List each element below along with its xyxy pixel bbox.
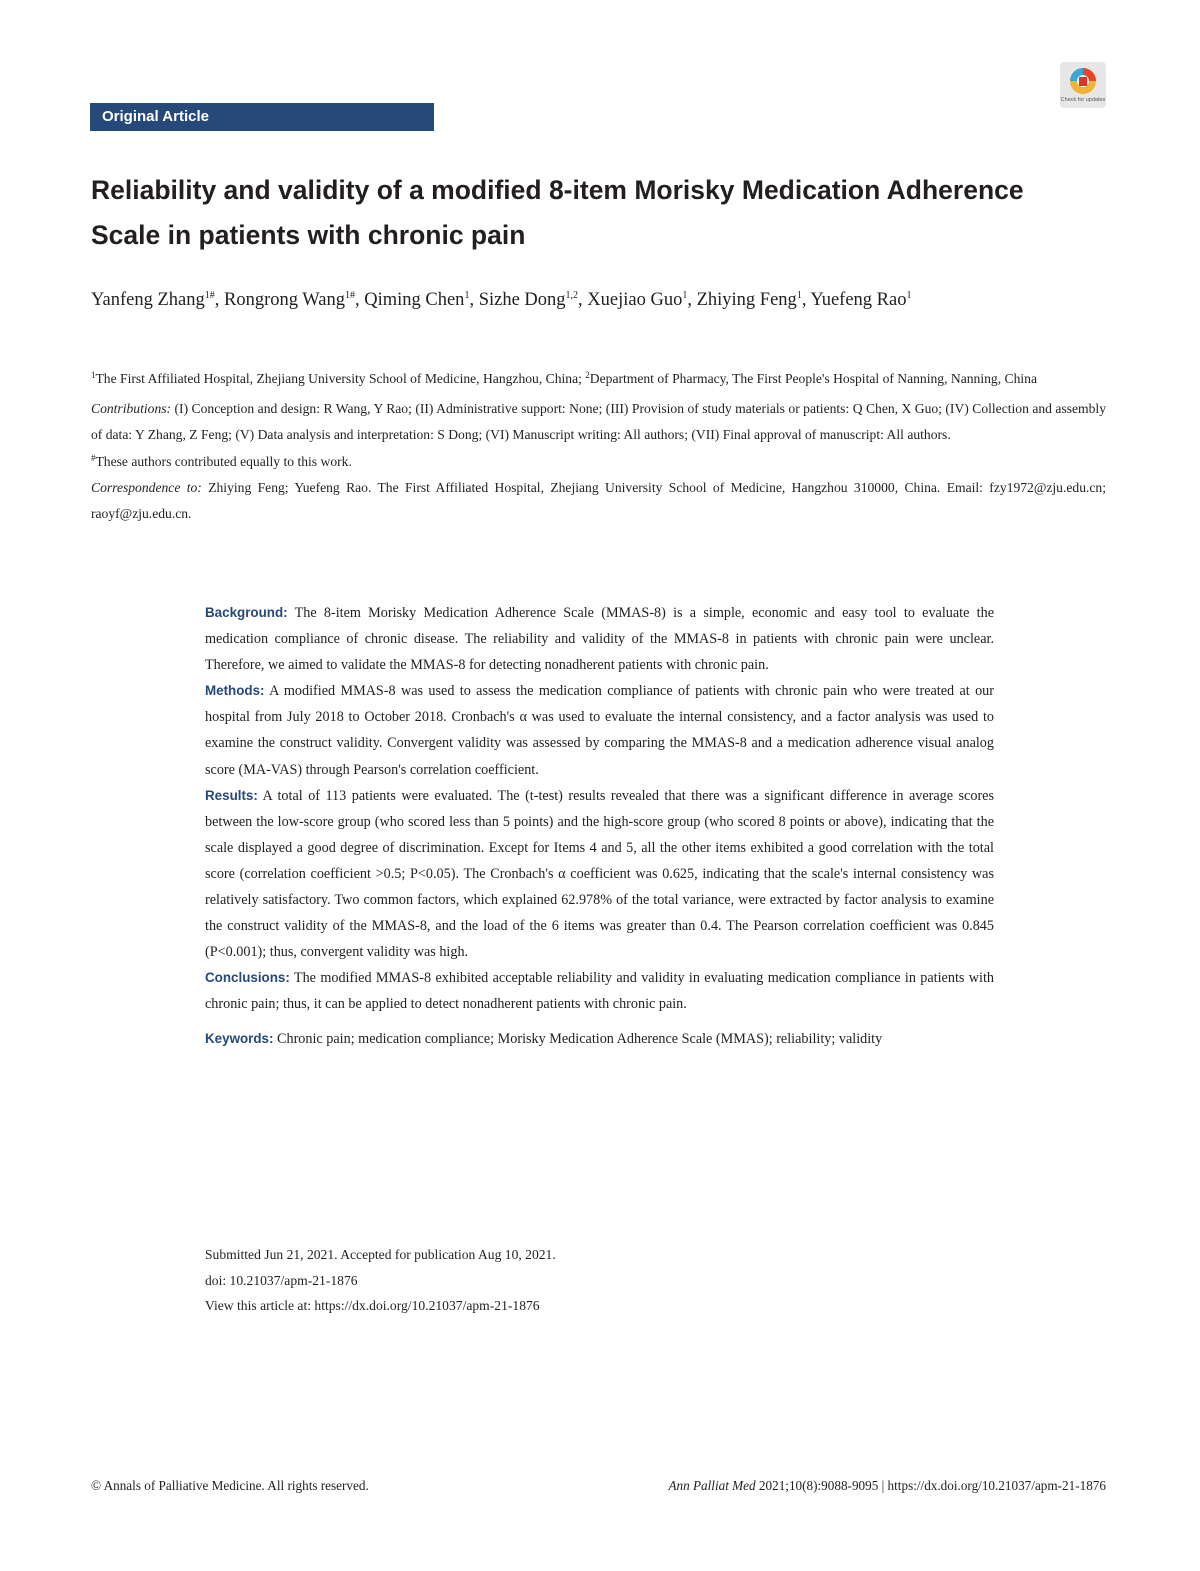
correspondence bbox=[91, 475, 1106, 527]
correspondence-label: Correspondence to: bbox=[91, 479, 202, 495]
front-matter bbox=[91, 366, 1106, 527]
publication-info bbox=[205, 1242, 905, 1319]
results-label: Results: bbox=[205, 787, 258, 803]
author-name: Qiming Chen bbox=[364, 290, 465, 310]
author-name: Yuefeng Rao bbox=[810, 290, 907, 310]
affiliations bbox=[91, 366, 1106, 392]
affiliation-1: The First Affiliated Hospital, Zhejiang University School of Medicine, Hangzhou, China; bbox=[95, 371, 586, 386]
author-affiliation: 1 bbox=[906, 290, 912, 301]
author-list: Yanfeng Zhang$^{1\#}$, Rongrong Wang$^{1\#}$, Qiming Chen$^1$, Sizhe Dong$^{1,2}$, Xuejiao Guo$^1$, Zhiying Feng$^1$, Yuefeng Rao$^1$ bbox=[91, 290, 912, 310]
abstract-conclusions bbox=[205, 965, 994, 1017]
article-type-badge bbox=[90, 103, 434, 131]
affiliation-marker: 1 bbox=[91, 370, 96, 380]
article-title: Reliability and validity of a modified 8-item Morisky Medication Adherence Scale in patients with chronic pain bbox=[91, 175, 1024, 250]
journal-abbrev: Ann Palliat Med bbox=[668, 1478, 756, 1493]
footer-citation bbox=[668, 1478, 1106, 1494]
affiliation-marker: 2 bbox=[585, 370, 590, 380]
crossmark-text: Check for updates bbox=[1060, 97, 1106, 103]
author-affiliation: 1# bbox=[344, 290, 355, 301]
abstract-results bbox=[205, 783, 994, 966]
equal-text: These authors contributed equally to this work. bbox=[95, 453, 352, 469]
author-name: Zhiying Feng bbox=[696, 290, 797, 310]
methods-label: Methods: bbox=[205, 683, 265, 699]
equal-marker: # bbox=[91, 452, 96, 463]
check-for-updates-icon[interactable] bbox=[1060, 62, 1106, 108]
methods-text: A modified MMAS-8 was used to assess the medication compliance of patients with chronic pain who were treated at our hospital from July 2018 to October 2018. Cronbach's α was used to evaluate the internal consistency, and a factor analysis was used to examine the construct validity. Convergent validity was assessed by comparing the MMAS-8 and a medication adherence visual analog score (MA-VAS) through Pearson's correlation coefficient. bbox=[205, 683, 994, 778]
keywords bbox=[205, 1026, 994, 1052]
author-name: Xuejiao Guo bbox=[587, 290, 683, 310]
author-name: Sizhe Dong bbox=[478, 290, 566, 310]
author-affiliation: 1 bbox=[796, 290, 802, 301]
article-type-label: Original Article bbox=[102, 108, 209, 125]
article-link[interactable]: View this article at: https://dx.doi.org/10.21037/apm-21-1876 bbox=[205, 1298, 540, 1313]
equal-contribution-note bbox=[91, 449, 1106, 475]
author-affiliation: 1# bbox=[204, 290, 215, 301]
keywords-label: Keywords: bbox=[205, 1030, 274, 1046]
author-affiliation: 1,2 bbox=[565, 290, 579, 301]
conclusions-text: The modified MMAS-8 exhibited acceptable reliability and validity in evaluating medication compliance in patients with chronic pain; thus, it can be applied to detect nonadherent patients with chronic pain. bbox=[205, 970, 994, 1013]
author-name: Yanfeng Zhang bbox=[91, 290, 205, 310]
correspondence-text: Zhiying Feng; Yuefeng Rao. The First Affiliated Hospital, Zhejiang University School of Medicine, Hangzhou 310000, China. Email: fzy1972@zju.edu.cn; raoyf@zju.edu.cn. bbox=[91, 479, 1106, 522]
author-affiliation: 1 bbox=[682, 290, 688, 301]
doi: doi: 10.21037/apm-21-1876 bbox=[205, 1272, 358, 1288]
background-label: Background: bbox=[205, 605, 288, 620]
abstract-methods bbox=[205, 678, 994, 782]
contributions-label: Contributions: bbox=[91, 401, 172, 417]
author-affiliation: 1 bbox=[464, 290, 470, 301]
citation-text[interactable]: 2021;10(8):9088-9095 | https://dx.doi.org/10.21037/apm-21-1876 bbox=[755, 1478, 1106, 1493]
conclusions-label: Conclusions: bbox=[205, 970, 290, 986]
results-text: A total of 113 patients were evaluated. The (t-test) results revealed that there was a significant difference in average scores between the low-score group (who scored less than 5 points) and the high-score group (who scored 8 points or above), indicating that the scale displayed a good degree of discrimination. Except for Items 4 and 5, all the other items exhibited a good correlation with the total score (correlation coefficient >0.5; P<0.05). The Cronbach's α coefficient was 0.625, indicating that the scale's internal consistency was relatively satisfactory. Two common factors, which explained 62.978% of the total variance, were extracted by factor analysis to examine the construct validity of the MMAS-8, and the load of the 6 items was greater than 0.4. The Pearson correlation coefficient was 0.845 (P<0.001); thus, convergent validity was high. bbox=[205, 787, 994, 961]
contributions bbox=[91, 396, 1106, 448]
contributions-text: (I) Conception and design: R Wang, Y Rao; (II) Administrative support: None; (III) Provision of study materials or patients: Q Chen, X Guo; (IV) Collection and assembly of data: Y Zhang, Z Feng; (V) Data analysis and interpretation: S Dong; (VI) Manuscript writing: All authors; (VII) Final approval of manuscript: All authors. bbox=[91, 401, 1106, 443]
keywords-text: Chronic pain; medication compliance; Morisky Medication Adherence Scale (MMAS); reliability; validity bbox=[273, 1030, 883, 1047]
affiliation-2: Department of Pharmacy, The First People's Hospital of Nanning, Nanning, China bbox=[589, 371, 1037, 386]
abstract bbox=[205, 600, 994, 1052]
author-name: Rongrong Wang bbox=[223, 290, 345, 310]
abstract-background bbox=[205, 600, 994, 678]
background-text: The 8-item Morisky Medication Adherence Scale (MMAS-8) is a simple, economic and easy tool to evaluate the medication compliance of chronic disease. The reliability and validity of the MMAS-8 in patients with chronic pain were unclear. Therefore, we aimed to validate the MMAS-8 for detecting nonadherent patients with chronic pain. bbox=[205, 605, 994, 674]
submission-dates: Submitted Jun 21, 2021. Accepted for publication Aug 10, 2021. bbox=[205, 1247, 556, 1262]
footer-copyright: © Annals of Palliative Medicine. All rights reserved. bbox=[91, 1478, 369, 1493]
